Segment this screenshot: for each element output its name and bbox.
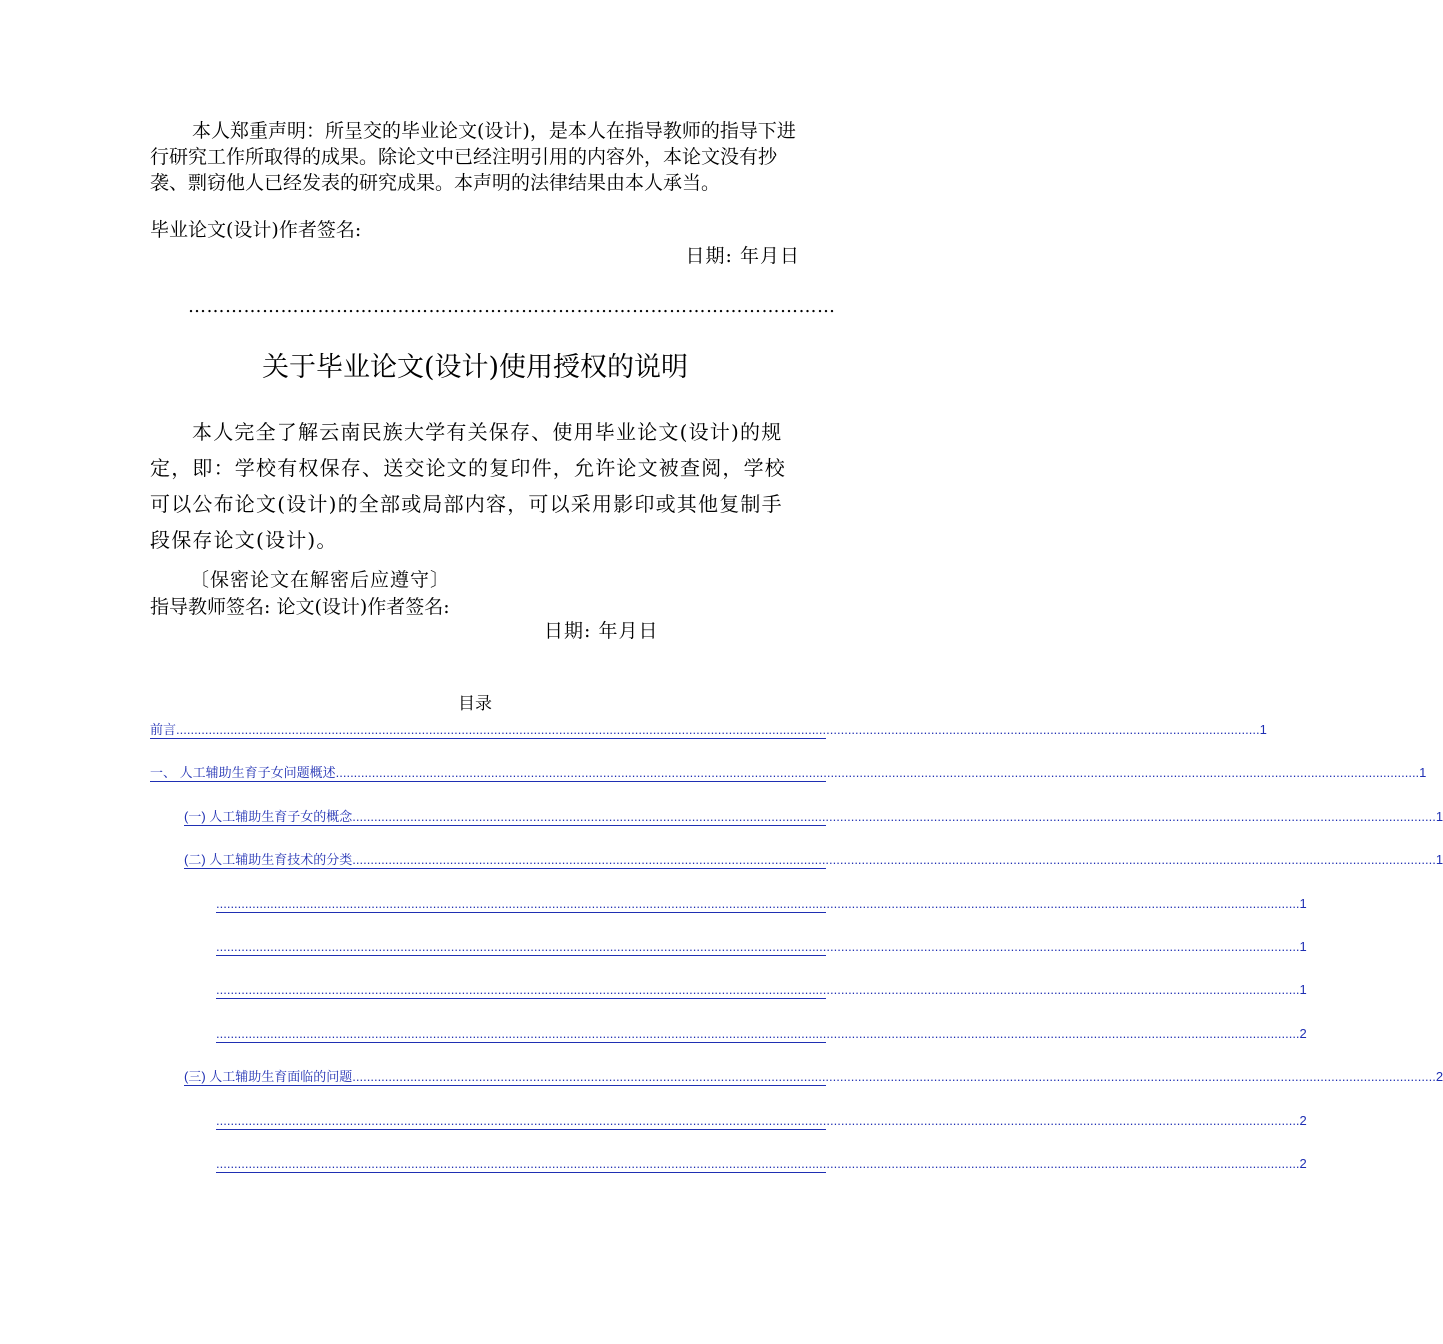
toc-leader-dots: ............................................................................................................................................................................................................................................................................................................ bbox=[335, 765, 1420, 781]
toc-entry-page: 1 bbox=[1299, 982, 1307, 998]
toc-entry-label: 前言 bbox=[150, 722, 177, 737]
toc-entry[interactable] bbox=[216, 1111, 1307, 1130]
toc-leader-dots: ............................................................................................................................................................................................................................................................................................................ bbox=[352, 808, 1436, 824]
toc-entry-page: 1 bbox=[1435, 852, 1443, 868]
toc-leader-dots: ............................................................................................................................................................................................................................................................................................................ bbox=[216, 939, 1300, 954]
toc-entry[interactable] bbox=[216, 980, 1307, 999]
toc-entry-label: (三) 人工辅助生育面临的问题 bbox=[184, 1069, 353, 1085]
declaration-paragraph bbox=[150, 118, 802, 196]
confidential-note: 〔保密论文在解密后应遵守〕 bbox=[190, 569, 451, 591]
toc-entry[interactable] bbox=[216, 894, 1307, 913]
supervisor-author-signatures: 指导教师签名: 论文(设计)作者签名: bbox=[150, 596, 450, 618]
toc-entry[interactable] bbox=[216, 937, 1307, 956]
toc-entry-page: 1 bbox=[1259, 722, 1267, 737]
toc-entry[interactable] bbox=[150, 763, 1427, 782]
toc-entry-page: 1 bbox=[1419, 765, 1427, 781]
toc-entry-label: (二) 人工辅助生育技术的分类 bbox=[184, 852, 353, 868]
toc-leader-dots: ............................................................................................................................................................................................................................................................................................................ bbox=[216, 895, 1300, 911]
toc-entry-page: 2 bbox=[1299, 1156, 1307, 1171]
toc-title: 目录 bbox=[458, 694, 492, 714]
authorization-title: 关于毕业论文(设计)使用授权的说明 bbox=[261, 352, 689, 383]
toc-entry[interactable] bbox=[184, 807, 1443, 826]
toc-entry[interactable] bbox=[216, 1024, 1307, 1043]
toc-entry-page: 2 bbox=[1299, 1025, 1307, 1041]
toc-entry[interactable] bbox=[150, 720, 1267, 739]
toc-entry-label: (一) 人工辅助生育子女的概念 bbox=[184, 808, 353, 824]
declaration-date: 日期: 年月日 bbox=[685, 245, 800, 267]
toc-entry[interactable] bbox=[184, 1067, 1443, 1086]
toc-leader-dots: ............................................................................................................................................................................................................................................................................................................ bbox=[216, 1156, 1300, 1171]
toc-entry-page: 2 bbox=[1435, 1069, 1443, 1085]
authorization-paragraph: 本人完全了解云南民族大学有关保存、使用毕业论文(设计)的规定，即：学校有权保存、送交论文的复印件，允许论文被查阅，学校可以公布论文(设计)的全部或局部内容，可以采用影印或其他复制手段保存论文(设计)。 bbox=[150, 420, 786, 552]
toc-entry-label: 一、 人工辅助生育子女问题概述 bbox=[150, 765, 336, 781]
authorization-date: 日期: 年月日 bbox=[544, 620, 659, 642]
toc-entry-page: 1 bbox=[1435, 808, 1443, 824]
toc-leader-dots: ............................................................................................................................................................................................................................................................................................................ bbox=[216, 982, 1300, 998]
toc-leader-dots: ............................................................................................................................................................................................................................................................................................................ bbox=[216, 1112, 1300, 1128]
toc-entry[interactable] bbox=[216, 1154, 1307, 1173]
toc-entry-page: 1 bbox=[1299, 939, 1307, 954]
author-signature-label: 毕业论文(设计)作者签名: bbox=[150, 219, 362, 241]
toc-entry[interactable] bbox=[184, 850, 1443, 869]
toc-entry-page: 1 bbox=[1299, 895, 1307, 911]
toc-leader-dots: ............................................................................................................................................................................................................................................................................................................ bbox=[352, 852, 1436, 868]
toc-leader-dots: ............................................................................................................................................................................................................................................................................................................ bbox=[176, 722, 1260, 737]
separator-line: …………………………………………………………………………………………… bbox=[188, 296, 836, 317]
toc-leader-dots: ............................................................................................................................................................................................................................................................................................................ bbox=[352, 1069, 1436, 1085]
toc-leader-dots: ............................................................................................................................................................................................................................................................................................................ bbox=[216, 1025, 1300, 1041]
declaration-text: 本人郑重声明：所呈交的毕业论文(设计)，是本人在指导教师的指导下进行研究工作所取得的成果。除论文中已经注明引用的内容外，本论文没有抄袭、剽窃他人已经发表的研究成果。本声明的法律结果由本人承当。 bbox=[150, 120, 796, 194]
toc-entry-page: 2 bbox=[1299, 1112, 1307, 1128]
